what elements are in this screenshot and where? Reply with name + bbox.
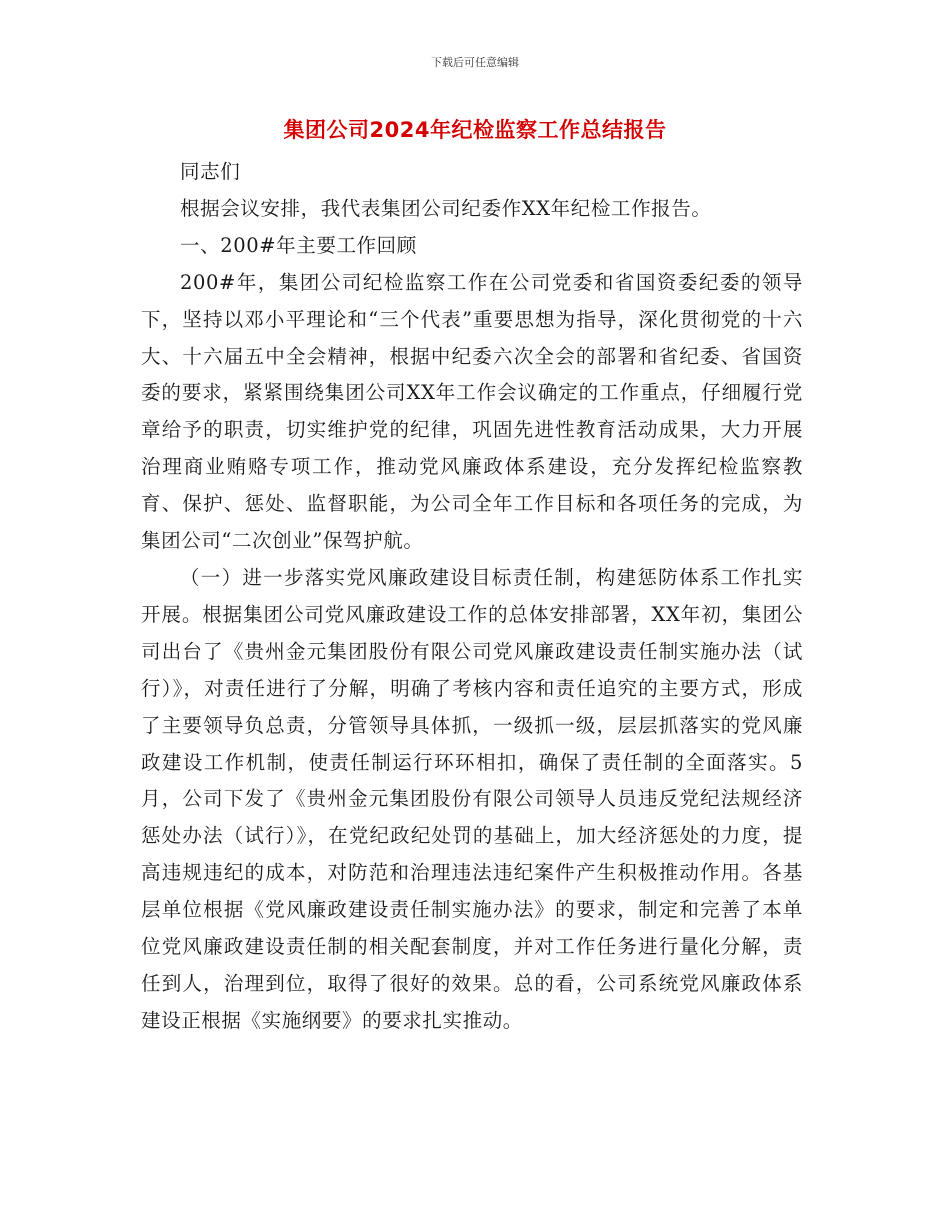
section-heading: 一、200#年主要工作回顾 [180, 233, 417, 257]
page-header-note: 下载后可任意编辑 [431, 56, 519, 69]
intro-paragraph: 根据会议安排，我代表集团公司纪委作XX年纪检工作报告。 [180, 196, 712, 220]
document-title: 集团公司2024年纪检监察工作总结报告 [283, 118, 667, 142]
salutation: 同志们 [180, 160, 241, 183]
body-paragraph: 200#年，集团公司纪检监察工作在公司党委和省国资委纪委的领导下，坚持以邓小平理论和“三个代表”重要思想为指导，深化贯彻党的十六大、十六届五中全会精神，根据中纪委六次全会的部署和省纪委、省国资委的要求，紧紧围绕集团公司XX年工作会议确定的工作重点，仔细履行党章给予的职责，切实维护党的纪律，巩固先进性教育活动成果，大力开展治理商业贿赂专项工作，推动党风廉政体系建设，充分发挥纪检监察教育、保护、惩处、监督职能，为公司全年工作目标和各项任务的完成，为集团公司“二次创业”保驾护航。 [141, 270, 803, 553]
document-body [141, 154, 803, 1040]
body-paragraph: （一）进一步落实党风廉政建设目标责任制，构建惩防体系工作扎实开展。根据集团公司党风廉政建设工作的总体安排部署，XX年初，集团公司出台了《贵州金元集团股份有限公司党风廉政建设责任制实施办法（试行）》，对责任进行了分解，明确了考核内容和责任追究的主要方式，形成了主要领导负总责，分管领导具体抓，一级抓一级，层层抓落实的党风廉政建设工作机制，使责任制运行环环相扣，确保了责任制的全面落实。5月，公司下发了《贵州金元集团股份有限公司领导人员违反党纪法规经济惩处办法（试行）》，在党纪政纪处罚的基础上，加大经济惩处的力度，提高违规违纪的成本，对防范和治理违法违纪案件产生积极推动作用。各基层单位根据《党风廉政建设责任制实施办法》的要求，制定和完善了本单位党风廉政建设责任制的相关配套制度，并对工作任务进行量化分解，责任到人，治理到位，取得了很好的效果。总的看，公司系统党风廉政体系建设正根据《实施纲要》的要求扎实推动。 [141, 565, 803, 1032]
